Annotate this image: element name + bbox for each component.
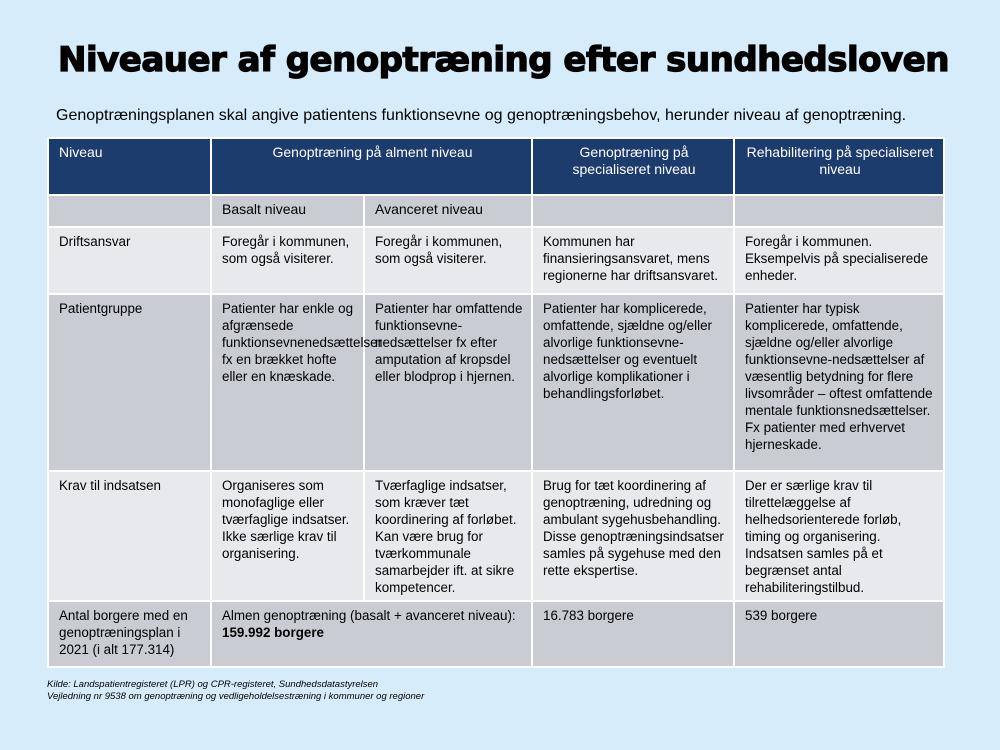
alment-count-value: 159.992 borgere — [222, 625, 324, 640]
row-label: Krav til indsatsen — [48, 471, 211, 601]
cell-alment-count — [211, 601, 532, 667]
cell-avanceret: Tværfaglige indsatser, som kræver tæt koordinering af forløbet. Kan være brug for tværkommunale samarbejder ift. at sikre kompetencer. — [364, 471, 532, 601]
table-row-antal — [48, 601, 944, 667]
cell-rehabilitering: Der er særlige krav til tilrettelæggelse af helhedsorienterede forløb, timing og organisering. Indsatsen samles på et begrænset antal rehabiliteringstilbud. — [734, 471, 944, 601]
header-row — [48, 138, 944, 195]
alment-count-text: Almen genoptræning (basalt + avanceret niveau): — [222, 608, 516, 623]
cell-avanceret: Foregår i kommunen, som også visiterer. — [364, 227, 532, 294]
row-label: Patientgruppe — [48, 294, 211, 471]
cell-specialiseret: Patienter har komplicerede, omfattende, sjældne og/eller alvorlige funktionsevne-nedsættelser og eventuelt alvorlige komplikationer i behandlingsforløbet. — [532, 294, 734, 471]
levels-table — [47, 137, 945, 668]
source-line-2: Vejledning nr 9538 om genoptræning og vedligeholdelsestræning i kommuner og regioner — [47, 691, 425, 702]
cell-basalt: Foregår i kommunen, som også visiterer. — [211, 227, 364, 294]
page-subtitle: Genoptræningsplanen skal angive patientens funktionsevne og genoptræningsbehov, herunder niveau af genoptræning. — [56, 107, 907, 124]
subheader-avanceret: Avanceret niveau — [364, 195, 532, 227]
cell-avanceret: Patienter har omfattende funktionsevne-nedsættelser fx efter amputation af kropsdel eller blodprop i hjernen. — [364, 294, 532, 471]
header-specialiseret: Genoptræning på specialiseret niveau — [532, 138, 734, 195]
header-rehabilitering: Rehabilitering på specialiseret niveau — [734, 138, 944, 195]
subheader-empty — [48, 195, 211, 227]
cell-basalt: Patienter har enkle og afgrænsede funktionsevnenedsættelser fx en brækket hofte eller en knæskade. — [211, 294, 364, 471]
cell-specialiseret: Brug for tæt koordinering af genoptræning, udredning og ambulant sygehusbehandling. Disse genoptræningsindsatser samles på sygehuse med den rette ekspertise. — [532, 471, 734, 601]
cell-specialiseret-count: 16.783 borgere — [532, 601, 734, 667]
table-row-krav — [48, 471, 944, 601]
cell-basalt: Organiseres som monofaglige eller tværfaglige indsatser. Ikke særlige krav til organisering. — [211, 471, 364, 601]
subheader-row — [48, 195, 944, 227]
header-alment: Genoptræning på alment niveau — [211, 138, 532, 195]
subheader-empty — [734, 195, 944, 227]
source-note — [47, 679, 424, 703]
row-label: Antal borgere med en genoptræningsplan i 2021 (i alt 177.314) — [48, 601, 211, 667]
page-title: Niveauer af genoptræning efter sundhedsloven — [58, 40, 949, 80]
cell-rehabilitering: Foregår i kommunen. Eksempelvis på specialiserede enheder. — [734, 227, 944, 294]
source-line-1: Kilde: Landspatientregisteret (LPR) og CPR-registeret, Sundhedsdatastyrelsen — [47, 679, 379, 690]
cell-rehabilitering: Patienter har typisk komplicerede, omfattende, sjældne og/eller alvorlige funktionsevne-nedsættelser af væsentlig betydning for flere livsområder – oftest omfattende mentale funktionsnedsættelser. Fx patienter med erhvervet hjerneskade. — [734, 294, 944, 471]
table-row-driftsansvar — [48, 227, 944, 294]
row-label: Driftsansvar — [48, 227, 211, 294]
subheader-empty — [532, 195, 734, 227]
cell-specialiseret: Kommunen har finansieringsansvaret, mens regionerne har driftsansvaret. — [532, 227, 734, 294]
table-row-patientgruppe — [48, 294, 944, 471]
subheader-basalt: Basalt niveau — [211, 195, 364, 227]
header-niveau: Niveau — [48, 138, 211, 195]
cell-rehabilitering-count: 539 borgere — [734, 601, 944, 667]
